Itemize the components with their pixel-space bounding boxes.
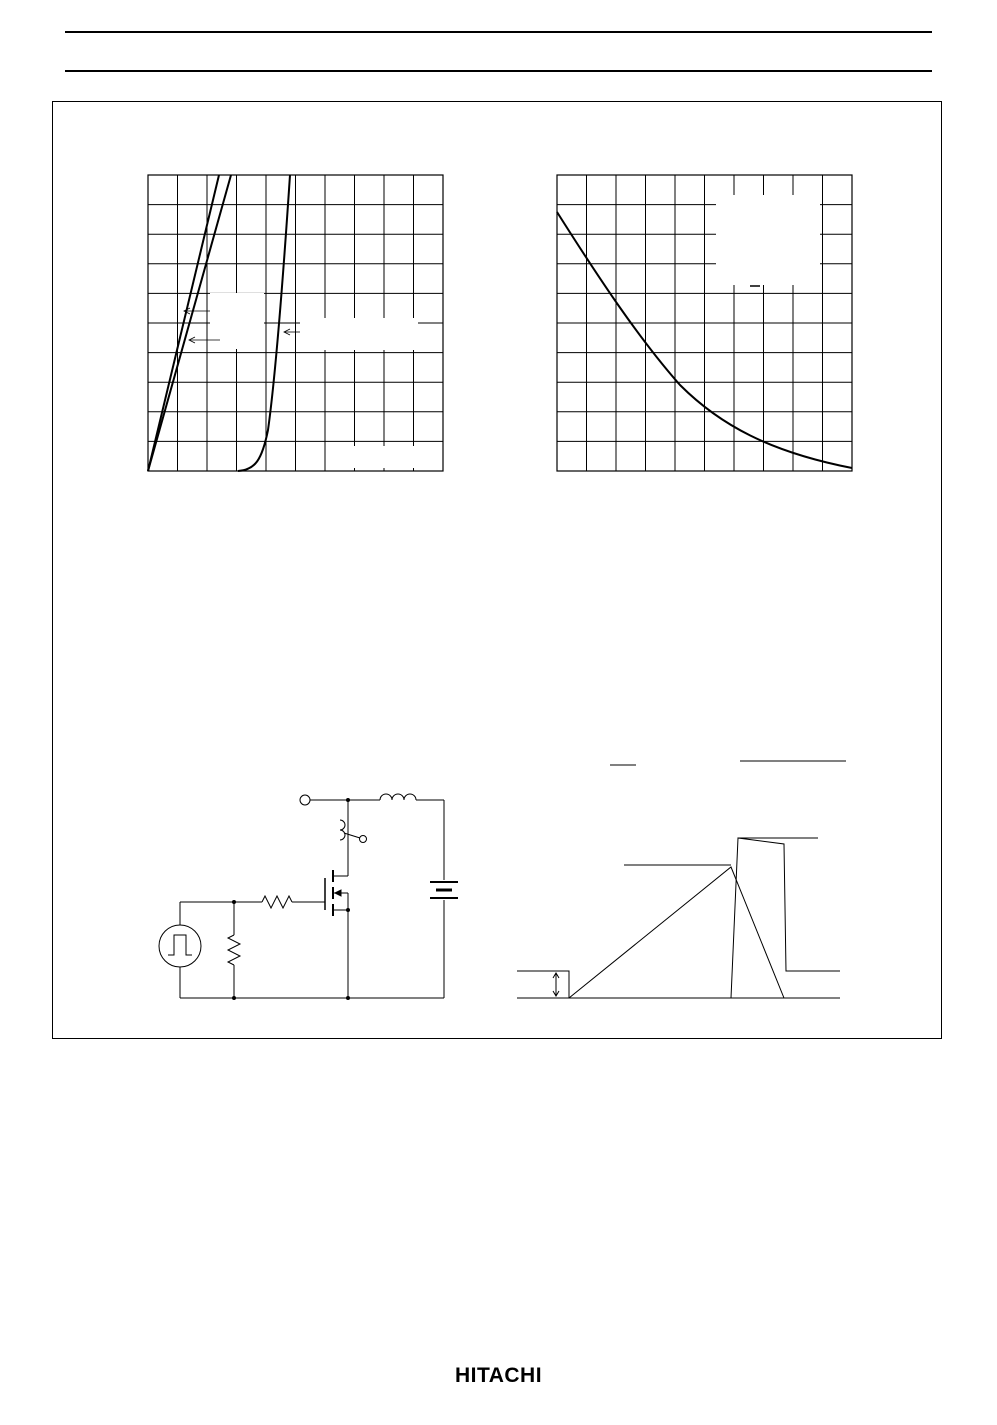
footer-brand-logo: HITACHI <box>454 1364 543 1387</box>
current-ramp <box>569 867 840 998</box>
voltage-waveform <box>731 838 840 998</box>
gate-pulse <box>517 971 569 998</box>
